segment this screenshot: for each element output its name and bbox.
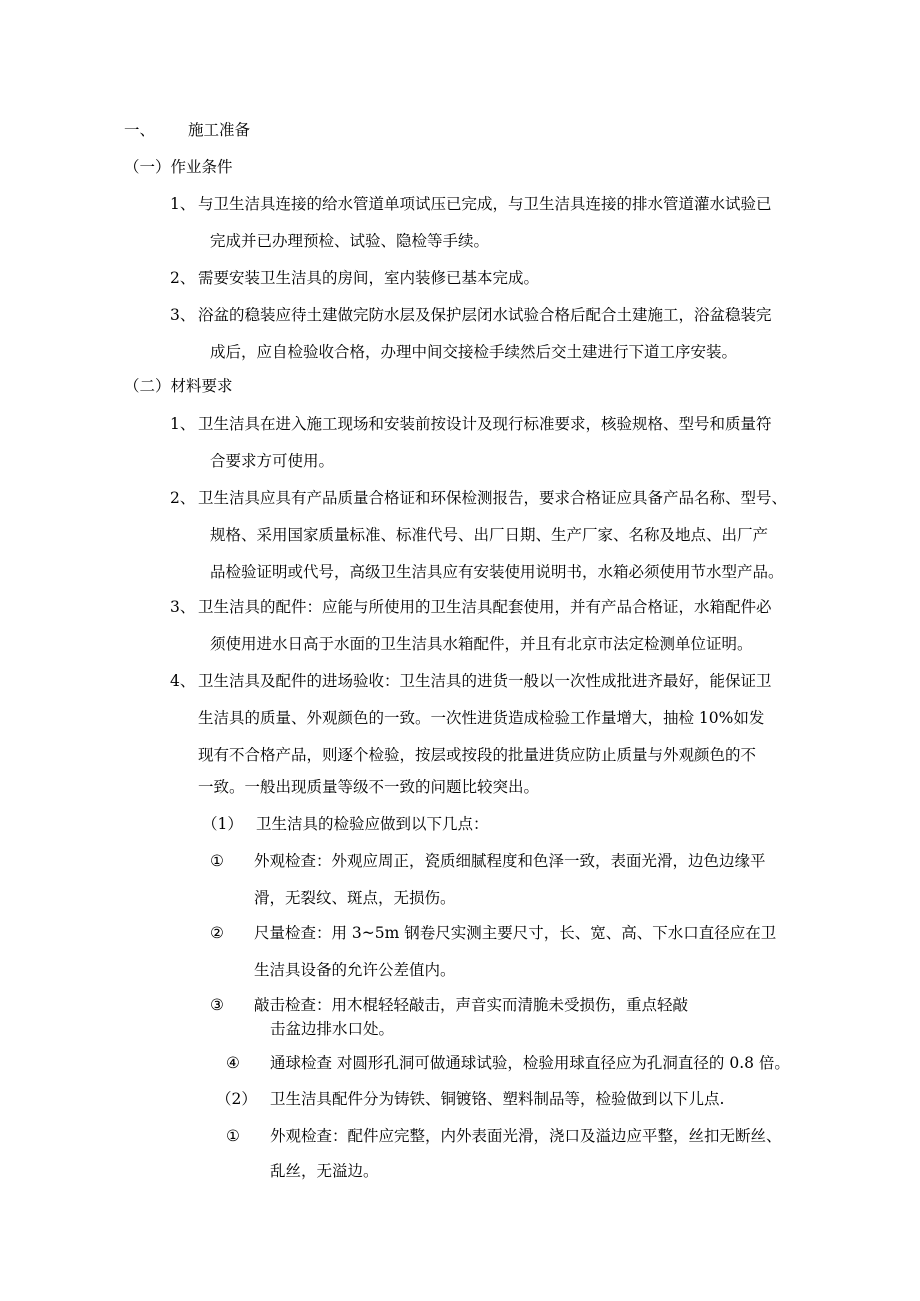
point-marker: ④ (226, 1054, 240, 1072)
point-marker: ③ (210, 996, 224, 1014)
paragraph-line: 须使用进水日高于水面的卫生洁具水箱配件，并且有北京市法定检测单位证明。 (210, 635, 753, 653)
paragraph-line: 生洁具设备的允许公差值内。 (254, 961, 456, 979)
item-number: 2、 (170, 269, 196, 287)
subitem-text: 卫生洁具配件分为铸铁、铜镀铬、塑料制品等，检验做到以下儿点. (270, 1090, 725, 1108)
paragraph-line: 击盆边排水口处。 (270, 1020, 395, 1038)
item-number: 1、 (170, 415, 196, 433)
paragraph-line: 滑，无裂纹、斑点，无损伤。 (254, 889, 456, 907)
paragraph-line: 规格、采用国家质量标准、标准代号、出厂日期、生产厂家、名称及地点、出厂产 (210, 526, 769, 544)
item-number: 3、 (170, 598, 196, 616)
item-number: 3、 (170, 306, 196, 324)
paragraph-line: 品检验证明或代号，高级卫生洁具应有安装使用说明书，水箱必须使用节水型产品。 (210, 563, 784, 581)
paragraph-line: 卫生洁具的配件：应能与所使用的卫生洁具配套使用，并有产品合格证，水箱配件必 (198, 598, 772, 616)
paragraph-line: 一致。一般出现质量等级不一致的问题比较突出。 (198, 778, 540, 796)
paragraph-line: 尺量检查：用 3~5m 钢卷尺实测主要尺寸，长、宽、高、下水口直径应在卫 (254, 924, 777, 942)
paragraph-line: 通球检查 对圆形孔洞可做通球试验，检验用球直径应为孔洞直径的 0.8 倍。 (270, 1054, 790, 1072)
paragraph-line: 外观检查：配件应完整，内外表面光滑，浇口及溢边应平整，丝扣无断丝、 (270, 1127, 782, 1145)
paragraph-line: 外观检查：外观应周正，瓷质细腻程度和色泽一致，表面光滑，边色边缘平 (254, 852, 766, 870)
point-marker: ① (210, 852, 224, 870)
paragraph-line: 敲击检查：用木棍轻轻敲击，声音实而清脆未受损伤，重点轻敲 (254, 996, 689, 1014)
paragraph-line: 合要求方可使用。 (210, 452, 335, 470)
paragraph-line: 卫生洁具及配件的进场验收：卫生洁具的进货一般以一次性成批进齐最好，能保证卫 (198, 672, 772, 690)
subitem-text: 卫生洁具的检验应做到以下几点： (256, 815, 489, 833)
section-number: 一、 (124, 121, 156, 139)
point-marker: ② (210, 924, 224, 942)
paragraph-line: 现有不合格产品，则逐个检验，按层或按段的批量进货应防止质量与外观颜色的不 (198, 746, 757, 764)
paragraph-line: 生洁具的质量、外观颜色的一致。一次性进货造成检验工作量增大，抽检 10%如发 (198, 709, 765, 727)
item-number: 2、 (170, 489, 196, 507)
paragraph-line: 需要安装卫生洁具的房间，室内装修已基本完成。 (198, 269, 540, 287)
subsection-heading-material-requirements: （二）材料要求 (124, 377, 233, 395)
paragraph-line: 与卫生洁具连接的给水管道单项试压已完成，与卫生洁具连接的排水管道灌水试验已 (198, 195, 772, 213)
paragraph-line: 完成并已办理预检、试验、隐检等手续。 (210, 232, 490, 250)
paragraph-line: 乱丝，无溢边。 (270, 1162, 379, 1180)
item-number: 1、 (170, 195, 196, 213)
paragraph-line: 卫生洁具应具有产品质量合格证和环保检测报告，要求合格证应具备产品名称、型号、 (198, 489, 788, 507)
section-title: 施工准备 (188, 121, 251, 139)
subsection-heading-work-conditions: （一）作业条件 (124, 158, 233, 176)
item-number: 4、 (170, 672, 196, 690)
paragraph-line: 成后，应自检验收合格，办理中间交接检手续然后交土建进行下道工序安装。 (210, 343, 738, 361)
point-marker: ① (226, 1127, 240, 1145)
paragraph-line: 卫生洁具在进入施工现场和安装前按设计及现行标准要求，核验规格、型号和质量符 (198, 415, 772, 433)
subitem-number: （1） (202, 815, 243, 833)
subitem-number: （2） (216, 1090, 257, 1108)
paragraph-line: 浴盆的稳装应待土建做完防水层及保护层闭水试验合格后配合土建施工，浴盆稳装完 (198, 306, 772, 324)
